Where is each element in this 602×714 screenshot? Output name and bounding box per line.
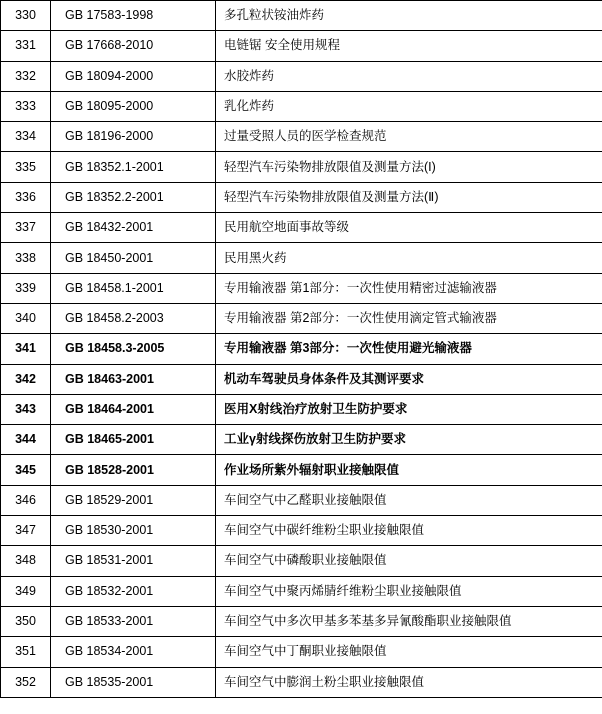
- table-row: [1, 182, 602, 212]
- standard-title-cell: 医用X射线治疗放射卫生防护要求: [216, 394, 602, 424]
- standard-title-cell: 乳化炸药: [216, 91, 602, 121]
- row-index-cell: 343: [1, 394, 51, 424]
- standard-code-cell: GB 18352.2-2001: [51, 182, 216, 212]
- standard-code-cell: GB 18535-2001: [51, 667, 216, 697]
- row-index-cell: 348: [1, 546, 51, 576]
- row-index-cell: 350: [1, 606, 51, 636]
- standard-title-cell: 车间空气中乙醛职业接触限值: [216, 485, 602, 515]
- standard-code-cell: GB 18532-2001: [51, 576, 216, 606]
- standard-title-cell: 车间空气中膨润土粉尘职业接触限值: [216, 667, 602, 697]
- table-row: [1, 152, 602, 182]
- standard-title-cell: 专用输液器 第1部分：一次性使用精密过滤输液器: [216, 273, 602, 303]
- table-row: [1, 122, 602, 152]
- table-row: [1, 425, 602, 455]
- row-index-cell: 332: [1, 61, 51, 91]
- standard-code-cell: GB 18531-2001: [51, 546, 216, 576]
- table-row: [1, 606, 602, 636]
- table-row: [1, 91, 602, 121]
- standard-code-cell: GB 17583-1998: [51, 1, 216, 31]
- standard-title-cell: 民用黑火药: [216, 243, 602, 273]
- standard-title-cell: 车间空气中碳纤维粉尘职业接触限值: [216, 516, 602, 546]
- standard-code-cell: GB 18450-2001: [51, 243, 216, 273]
- standard-title-cell: 多孔粒状铵油炸药: [216, 1, 602, 31]
- table-row: [1, 516, 602, 546]
- table-row: [1, 455, 602, 485]
- table-row: [1, 576, 602, 606]
- standard-title-cell: 轻型汽车污染物排放限值及测量方法(I): [216, 152, 602, 182]
- table-row: [1, 334, 602, 364]
- standard-title-cell: 民用航空地面事故等级: [216, 213, 602, 243]
- standard-title-cell: 车间空气中多次甲基多苯基多异氰酸酯职业接触限值: [216, 606, 602, 636]
- row-index-cell: 338: [1, 243, 51, 273]
- row-index-cell: 330: [1, 1, 51, 31]
- standard-code-cell: GB 18432-2001: [51, 213, 216, 243]
- table-row: [1, 213, 602, 243]
- table-row: [1, 485, 602, 515]
- row-index-cell: 352: [1, 667, 51, 697]
- standard-code-cell: GB 18458.1-2001: [51, 273, 216, 303]
- standard-code-cell: GB 18095-2000: [51, 91, 216, 121]
- row-index-cell: 331: [1, 31, 51, 61]
- standard-code-cell: GB 18458.2-2003: [51, 303, 216, 333]
- table-row: [1, 31, 602, 61]
- standard-code-cell: GB 18533-2001: [51, 606, 216, 636]
- row-index-cell: 336: [1, 182, 51, 212]
- standard-code-cell: GB 18464-2001: [51, 394, 216, 424]
- standard-title-cell: 工业γ射线探伤放射卫生防护要求: [216, 425, 602, 455]
- row-index-cell: 351: [1, 637, 51, 667]
- table-row: [1, 61, 602, 91]
- table-row: [1, 243, 602, 273]
- standard-code-cell: GB 18463-2001: [51, 364, 216, 394]
- standard-code-cell: GB 18458.3-2005: [51, 334, 216, 364]
- row-index-cell: 340: [1, 303, 51, 333]
- row-index-cell: 333: [1, 91, 51, 121]
- row-index-cell: 349: [1, 576, 51, 606]
- standard-code-cell: GB 18196-2000: [51, 122, 216, 152]
- standard-title-cell: 轻型汽车污染物排放限值及测量方法(Ⅱ): [216, 182, 602, 212]
- row-index-cell: 334: [1, 122, 51, 152]
- standard-code-cell: GB 18352.1-2001: [51, 152, 216, 182]
- row-index-cell: 344: [1, 425, 51, 455]
- standard-title-cell: 车间空气中磷酸职业接触限值: [216, 546, 602, 576]
- standard-title-cell: 车间空气中丁酮职业接触限值: [216, 637, 602, 667]
- standard-code-cell: GB 18530-2001: [51, 516, 216, 546]
- standard-code-cell: GB 18529-2001: [51, 485, 216, 515]
- standard-title-cell: 车间空气中聚丙烯腈纤维粉尘职业接触限值: [216, 576, 602, 606]
- row-index-cell: 341: [1, 334, 51, 364]
- standard-title-cell: 作业场所紫外辐射职业接触限值: [216, 455, 602, 485]
- table-row: [1, 637, 602, 667]
- row-index-cell: 335: [1, 152, 51, 182]
- standard-code-cell: GB 17668-2010: [51, 31, 216, 61]
- standard-title-cell: 机动车驾驶员身体条件及其测评要求: [216, 364, 602, 394]
- standards-table-body: [1, 1, 602, 698]
- standard-code-cell: GB 18528-2001: [51, 455, 216, 485]
- standard-title-cell: 水胶炸药: [216, 61, 602, 91]
- table-row: [1, 303, 602, 333]
- standard-code-cell: GB 18534-2001: [51, 637, 216, 667]
- row-index-cell: 337: [1, 213, 51, 243]
- table-row: [1, 546, 602, 576]
- table-row: [1, 364, 602, 394]
- row-index-cell: 346: [1, 485, 51, 515]
- standard-title-cell: 专用输液器 第2部分：一次性使用滴定管式输液器: [216, 303, 602, 333]
- standard-title-cell: 专用输液器 第3部分：一次性使用避光输液器: [216, 334, 602, 364]
- standard-code-cell: GB 18465-2001: [51, 425, 216, 455]
- standard-title-cell: 电链锯 安全使用规程: [216, 31, 602, 61]
- row-index-cell: 347: [1, 516, 51, 546]
- table-row: [1, 394, 602, 424]
- standard-title-cell: 过量受照人员的医学检查规范: [216, 122, 602, 152]
- row-index-cell: 342: [1, 364, 51, 394]
- table-row: [1, 667, 602, 697]
- standard-code-cell: GB 18094-2000: [51, 61, 216, 91]
- table-row: [1, 273, 602, 303]
- row-index-cell: 339: [1, 273, 51, 303]
- row-index-cell: 345: [1, 455, 51, 485]
- table-row: [1, 1, 602, 31]
